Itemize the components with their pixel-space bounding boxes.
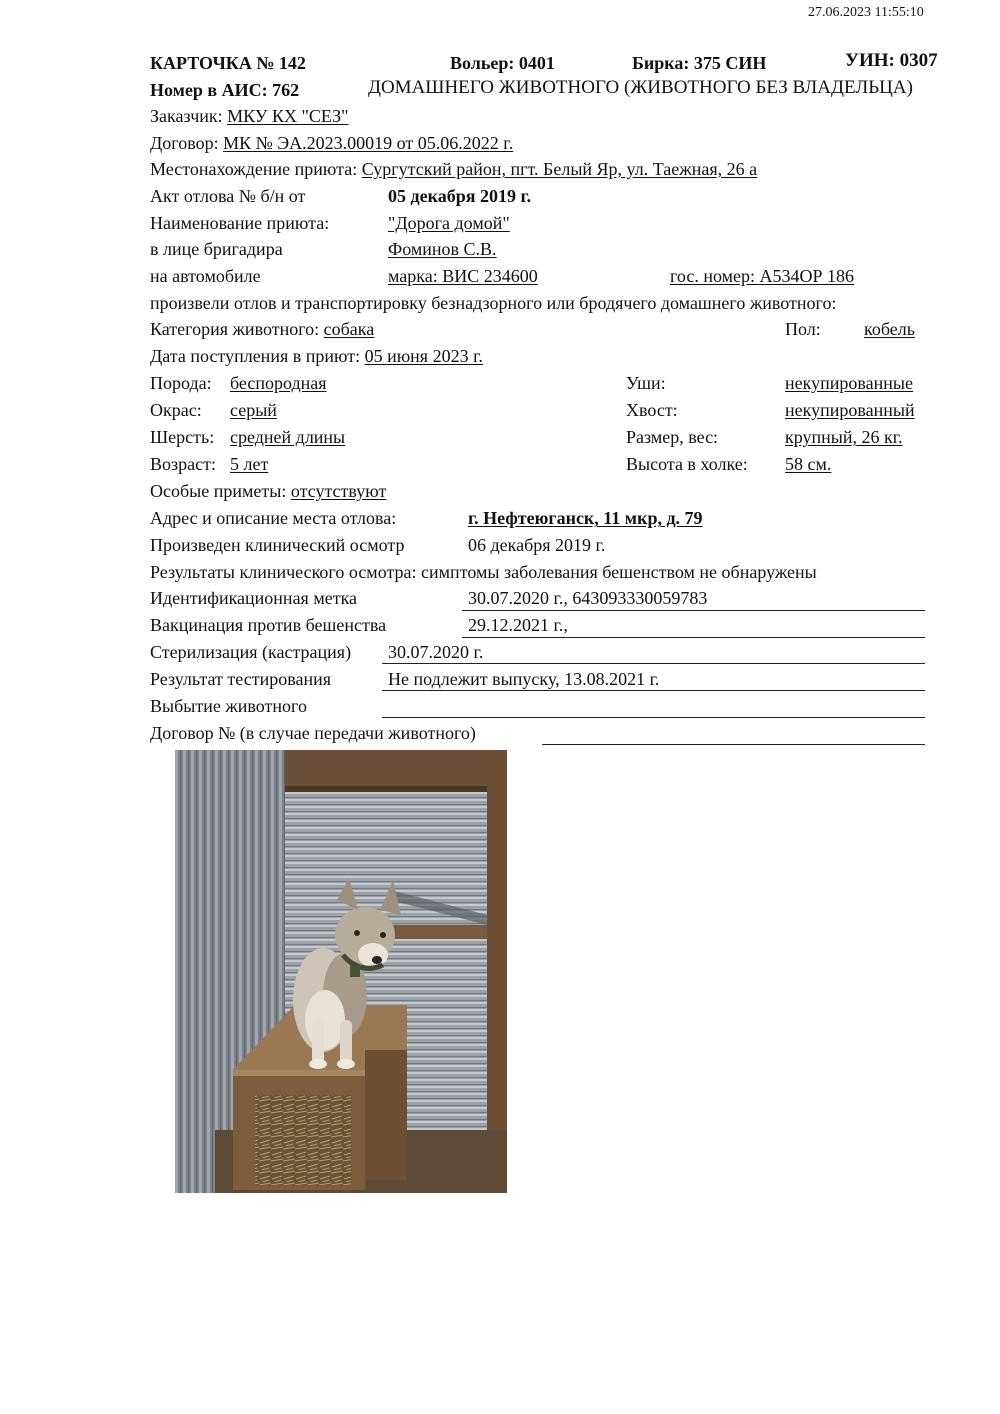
animal-photo: [175, 750, 507, 1193]
transfer-contract-line: [542, 744, 925, 745]
tail-label: Хвост:: [626, 400, 678, 420]
departure-line: [382, 717, 925, 718]
card-number: КАРТОЧКА № 142: [150, 53, 306, 73]
height-value: 58 см.: [785, 454, 832, 474]
sex-label: Пол:: [785, 319, 821, 339]
capture-address-value: г. Нефтеюганск, 11 мкр, д. 79: [468, 508, 703, 528]
color-label: Окрас:: [150, 400, 202, 420]
coat-label: Шерсть:: [150, 427, 215, 447]
test-result-value: Не подлежит выпуску, 13.08.2021 г.: [388, 669, 660, 689]
age-label: Возраст:: [150, 454, 216, 474]
arrival-value: 05 июня 2023 г.: [364, 346, 483, 366]
contract-label: Договор:: [150, 133, 219, 153]
ears-value: некупированные: [785, 373, 913, 393]
customer-value: МКУ КХ "СЕЗ": [227, 106, 349, 126]
ais-number: Номер в АИС: 762: [150, 80, 300, 100]
uin-number: УИН: 0307: [845, 50, 938, 71]
category-value: собака: [323, 319, 375, 339]
marks-label: Особые приметы:: [150, 481, 287, 501]
coat-value: средней длины: [230, 427, 346, 447]
category-label: Категория животного:: [150, 319, 320, 339]
foreman-label: в лице бригадира: [150, 239, 283, 259]
vaccination-value: 29.12.2021 г.,: [468, 615, 568, 635]
id-mark-line: [462, 610, 925, 611]
vehicle-brand: марка: ВИС 234600: [388, 266, 538, 286]
vaccination-line: [462, 637, 925, 638]
id-mark-label: Идентификационная метка: [150, 588, 358, 608]
print-timestamp: 27.06.2023 11:55:10: [808, 5, 924, 20]
capture-act-date: 05 декабря 2019 г.: [388, 186, 532, 206]
transfer-contract-label: Договор № (в случае передачи животного): [150, 723, 476, 743]
shelter-name-value: "Дорога домой": [388, 213, 510, 233]
exam-results-value: симптомы заболевания бешенством не обнаружены: [421, 562, 817, 582]
breed-label: Порода:: [150, 373, 212, 393]
size-label: Размер, вес:: [626, 427, 719, 447]
enclosure-number: Вольер: 0401: [450, 53, 555, 73]
clinical-exam-value: 06 декабря 2019 г.: [468, 535, 606, 555]
shelter-name-label: Наименование приюта:: [150, 213, 330, 233]
tag-number: Бирка: 375 СИН: [632, 53, 767, 73]
vaccination-label: Вакцинация против бешенства: [150, 615, 387, 635]
test-result-label: Результат тестирования: [150, 669, 331, 689]
card-subtitle: ДОМАШНЕГО ЖИВОТНОГО (ЖИВОТНОГО БЕЗ ВЛАДЕЛЬЦА): [368, 77, 913, 98]
id-mark-value: 30.07.2020 г., 643093330059783: [468, 588, 708, 608]
arrival-label: Дата поступления в приют:: [150, 346, 361, 366]
sterilization-label: Стерилизация (кастрация): [150, 642, 352, 662]
foreman-value: Фоминов С.В.: [388, 239, 497, 259]
statement-text: произвели отлов и транспортировку безнадзорного или бродячего домашнего животного:: [150, 293, 837, 313]
clinical-exam-label: Произведен клинический осмотр: [150, 535, 405, 555]
contract-value: МК № ЭА.2023.00019 от 05.06.2022 г.: [223, 133, 514, 153]
capture-address-label: Адрес и описание места отлова:: [150, 508, 397, 528]
age-value: 5 лет: [230, 454, 269, 474]
tail-value: некупированный: [785, 400, 915, 420]
customer-label: Заказчик:: [150, 106, 223, 126]
breed-value: беспородная: [230, 373, 327, 393]
height-label: Высота в холке:: [626, 454, 748, 474]
marks-value: отсутствуют: [290, 481, 387, 501]
departure-label: Выбытие животного: [150, 696, 307, 716]
sterilization-line: [382, 663, 925, 664]
capture-act-label: Акт отлова № б/н от: [150, 186, 306, 206]
shelter-location-label: Местонахождение приюта:: [150, 159, 358, 179]
sex-value: кобель: [864, 319, 915, 339]
vehicle-label: на автомобиле: [150, 266, 261, 286]
size-value: крупный, 26 кг.: [785, 427, 903, 447]
sterilization-value: 30.07.2020 г.: [388, 642, 484, 662]
shelter-location-value: Сургутский район, пгт. Белый Яр, ул. Таежная, 26 а: [361, 159, 758, 179]
exam-results-label: Результаты клинического осмотра:: [150, 562, 417, 582]
ears-label: Уши:: [626, 373, 666, 393]
test-result-line: [382, 690, 925, 691]
color-value: серый: [230, 400, 277, 420]
vehicle-plate: гос. номер: А534ОР 186: [670, 266, 855, 286]
